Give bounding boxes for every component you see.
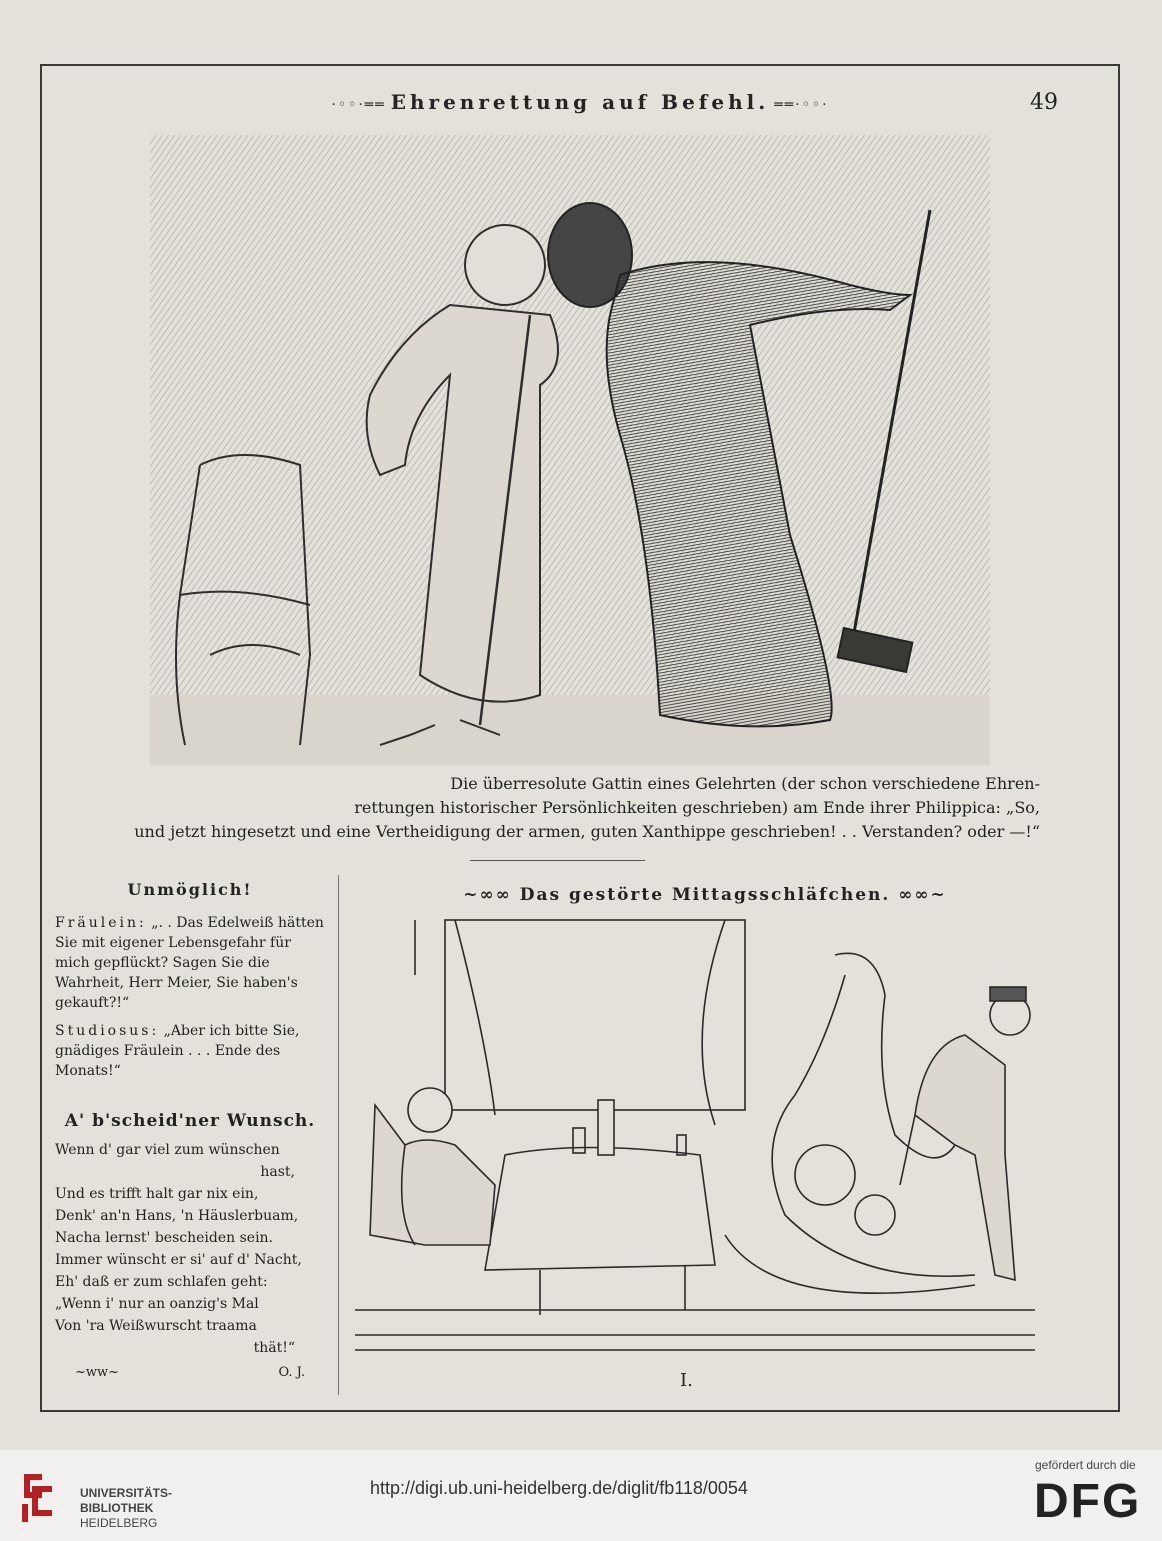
illustration-numeral: I. [680, 1370, 693, 1391]
left-column [55, 880, 325, 1380]
title-ornament-right: ∞∞~ [898, 885, 947, 905]
funding-note: gefördert durch die [1035, 1458, 1136, 1472]
poem-line: Eh' daß er zum schlafen geht: [55, 1274, 268, 1290]
ub-library-name [80, 1486, 172, 1531]
poem-line: Nacha lernst' bescheiden sein. [55, 1230, 274, 1246]
poem-line: Immer wünscht er si' auf d' Nacht, [55, 1252, 302, 1268]
dialogue-2-text: „Aber ich bitte Sie, gnädiges Fräulein . . . Ende des Monats!“ [55, 1023, 300, 1079]
poem-title: A' b'scheid'ner Wunsch. [64, 1111, 316, 1131]
illustration-scholar-and-wife [150, 135, 990, 765]
viewer-footer [0, 1450, 1162, 1541]
section-title-mittagsschlaefchen [345, 885, 1065, 905]
ub-line-2: BIBLIOTHEK [80, 1501, 154, 1515]
divider-rule [470, 860, 645, 861]
top-caption [80, 772, 1040, 844]
poem-line: thät!“ [253, 1340, 295, 1356]
signature-initials: O. J. [278, 1365, 305, 1380]
section-title-text: Das gestörte Mittagsschläfchen. [519, 885, 891, 905]
ub-line-1: UNIVERSITÄTS- [80, 1486, 173, 1500]
poem-body [55, 1139, 325, 1359]
poem-line: Und es trifft halt gar nix ein, [55, 1186, 259, 1202]
poem-line: Von 'ra Weißwurscht traama [55, 1318, 257, 1334]
illustration-disturbed-nap [355, 915, 1035, 1355]
dialogue-1 [55, 913, 325, 1013]
page-header [40, 90, 1120, 120]
ub-line-3: HEIDELBERG [80, 1516, 158, 1530]
header-ornament-right: ══·◦◦· [774, 97, 829, 113]
header-ornament-left: ·◦◦·══ [331, 97, 386, 113]
poem-line: hast, [260, 1164, 295, 1180]
dialogue-1-text: „. . Das Edelweiß hätten Sie mit eigener Lebensgefahr für mich gepflückt? Sagen Sie die Wahrheit, Herr Meier, Sie haben's gekauft?!“ [55, 915, 324, 1011]
poem-line: „Wenn i' nur an oanzig's Mal [55, 1296, 259, 1312]
dfg-logo[interactable]: DFG [1034, 1475, 1142, 1528]
dialogue-2 [55, 1021, 325, 1081]
title-ornament-left: ~∞∞ [463, 885, 512, 905]
speaker-studiosus: Studiosus: [55, 1023, 160, 1039]
section-title-unmoeglich: Unmöglich! [127, 880, 253, 899]
signature-ornament: ~ww~ [75, 1365, 120, 1380]
poem-signature [55, 1365, 325, 1380]
poem-line: Wenn d' gar viel zum wünschen [55, 1142, 280, 1158]
caption-line: Die überresolute Gattin eines Gelehrten (der schon verschiedene Ehren- [450, 774, 1040, 793]
poem-line: Denk' an'n Hans, 'n Häuslerbuam, [55, 1208, 299, 1224]
page-title: Ehrenrettung auf Befehl. [390, 90, 770, 114]
page-number: 49 [1030, 90, 1058, 115]
caption-line: und jetzt hingesetzt und eine Vertheidigung der armen, guten Xanthippe geschrieben! . . Verstanden? oder —!“ [134, 822, 1040, 841]
ub-logo-icon [18, 1466, 58, 1526]
ub-heidelberg-logo[interactable] [18, 1466, 173, 1530]
permalink-url[interactable]: http://digi.ub.uni-heidelberg.de/diglit/fb118/0054 [370, 1478, 748, 1498]
speaker-fraeulein: Fräulein: [55, 915, 147, 931]
column-divider [338, 875, 339, 1395]
caption-line: rettungen historischer Persönlichkeiten geschrieben) am Ende ihrer Philippica: „So, [354, 798, 1040, 817]
